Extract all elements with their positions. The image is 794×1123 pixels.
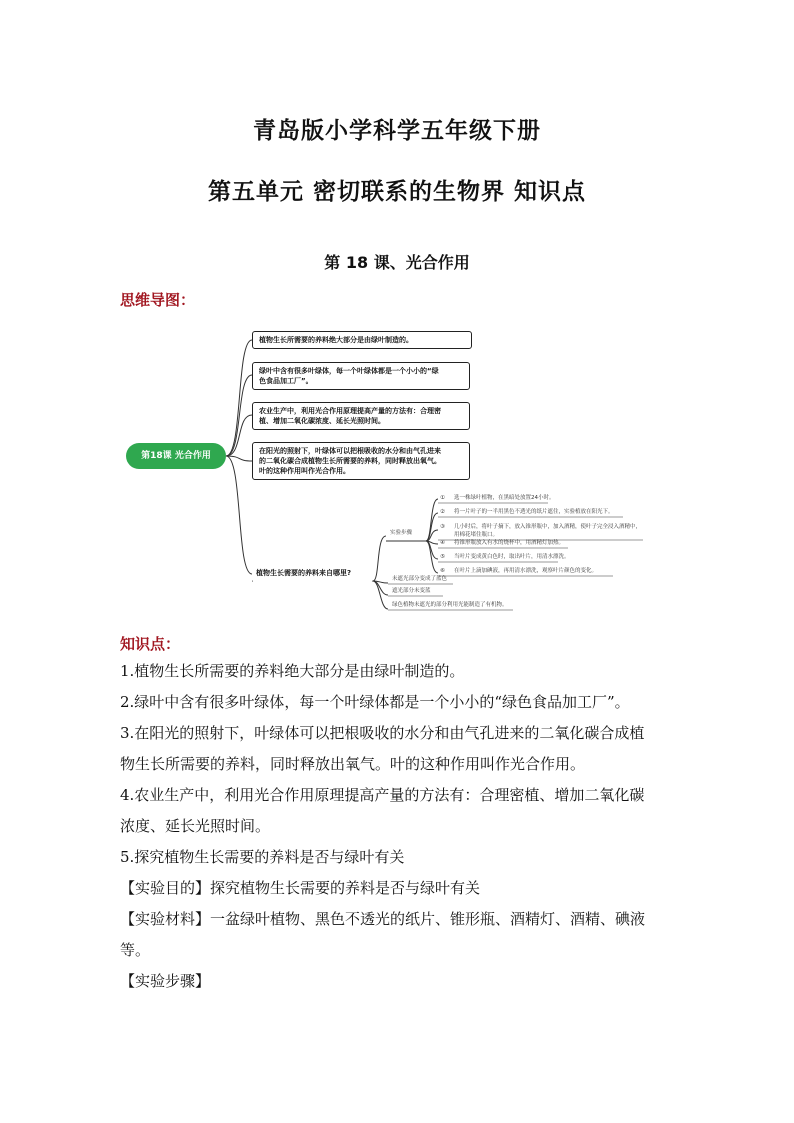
connector-5 (226, 456, 252, 574)
step-3a: 几小时后，将叶子摘下，放入锥形瓶中，加入酒精，使叶子完全浸入酒精中， (454, 524, 642, 530)
mindmap-center-node: 第18课 光合作用 (126, 443, 226, 469)
branch-node-2 (252, 362, 470, 390)
step-2: 将一片叶子的一半用黑色不透光的纸片遮住，实验植放在阳光下。 (454, 509, 614, 515)
knowledge-line-11: 【实验步骤】 (120, 972, 211, 990)
document-title: 青岛版小学科学五年级下册 (253, 118, 541, 144)
connector-sub (373, 536, 386, 581)
branch-text-5: 植物生长需要的养料来自哪里? (256, 569, 352, 577)
step-num-2: ② (440, 509, 445, 515)
step-num-6: ⑥ (440, 568, 445, 574)
branch-node-3 (252, 402, 470, 430)
knowledge-line-9: 【实验材料】一盆绿叶植物、黑色不透光的纸片、锥形瓶、酒精灯、酒精、碘液 (120, 910, 646, 928)
branch-node-1 (252, 331, 472, 349)
step-num-4: ④ (440, 540, 445, 546)
branch-text-4a: 在阳光的照射下，叶绿体可以把根吸收的水分和由气孔进来 (259, 447, 441, 455)
step-5: 当叶片变成黄白色时，取出叶片，用清水漂洗。 (454, 554, 570, 560)
knowledge-line-3: 3.在阳光的照射下，叶绿体可以把根吸收的水分和由气孔进来的二氧化碳合成植 (120, 724, 645, 742)
knowledge-line-2: 2.绿叶中含有很多叶绿体，每一个叶绿体都是一个小小的“绿色食品加工厂”。 (120, 693, 630, 711)
branch-text-4b: 的二氧化碳合成植物生长所需要的养料，同时释放出氧气。 (259, 457, 441, 465)
step-num-5: ⑤ (440, 554, 445, 560)
mind-map (118, 325, 678, 615)
branch-text-4c: 叶的这种作用叫作光合作用。 (259, 467, 350, 475)
document-subtitle: 第五单元 密切联系的生物界 知识点 (207, 179, 586, 205)
knowledge-line-8: 【实验目的】探究植物生长需要的养料是否与绿叶有关 (120, 879, 481, 897)
branch-node-4 (252, 442, 470, 480)
knowledge-line-1: 1.植物生长所需要的养料绝大部分是由绿叶制造的。 (120, 662, 465, 680)
lesson-title: 第 18 课、光合作用 (324, 253, 470, 272)
result-3: 绿色植物未遮光的部分利用光能制造了有机物。 (392, 602, 508, 608)
branch-text-2a: 绿叶中含有很多叶绿体，每一个叶绿体都是一个小小的“绿 (259, 367, 439, 375)
step-num-1: ① (440, 495, 445, 501)
step-1: 选一株绿叶植物，在黑暗处放置24小时。 (454, 495, 555, 501)
knowledge-line-7: 5.探究植物生长需要的养料是否与绿叶有关 (120, 848, 405, 866)
knowledge-line-6: 浓度、延长光照时间。 (120, 817, 271, 835)
knowledge-line-4: 物生长所需要的养料，同时释放出氧气。叶的这种作用叫作光合作用。 (120, 755, 586, 773)
knowledge-label: 知识点： (120, 635, 181, 653)
branch-text-3a: 农业生产中，利用光合作用原理提高产量的方法有：合理密 (259, 407, 441, 415)
knowledge-line-5: 4.农业生产中，利用光合作用原理提高产量的方法有：合理密植、增加二氧化碳 (120, 786, 645, 804)
branch-text-3b: 植、增加二氧化碳浓度、延长光照时间。 (259, 417, 385, 425)
mindmap-label: 思维导图： (120, 291, 196, 309)
sub-label-steps: 实验步骤 (390, 530, 413, 536)
branch-node-5 (252, 565, 373, 582)
result-1: 未遮光部分变成了蓝色 (392, 576, 448, 582)
branch-text-1: 植物生长所需要的养料绝大部分是由绿叶制造的。 (259, 336, 413, 344)
knowledge-line-10: 等。 (120, 941, 151, 959)
branch-text-2b: 色食品加工厂”。 (259, 377, 313, 385)
knowledge-points (120, 656, 680, 997)
step-num-3: ③ (440, 524, 445, 530)
result-2: 遮光部分未变蓝 (392, 588, 431, 594)
step-6: 在叶片上滴加碘液，再用清水漂洗，观察叶片颜色的变化。 (454, 568, 598, 574)
step-3b: 用棉花堵住瓶口。 (454, 532, 499, 538)
step-4: 将锥形瓶放入有水的烧杯中，用酒精灯加热。 (454, 540, 565, 546)
